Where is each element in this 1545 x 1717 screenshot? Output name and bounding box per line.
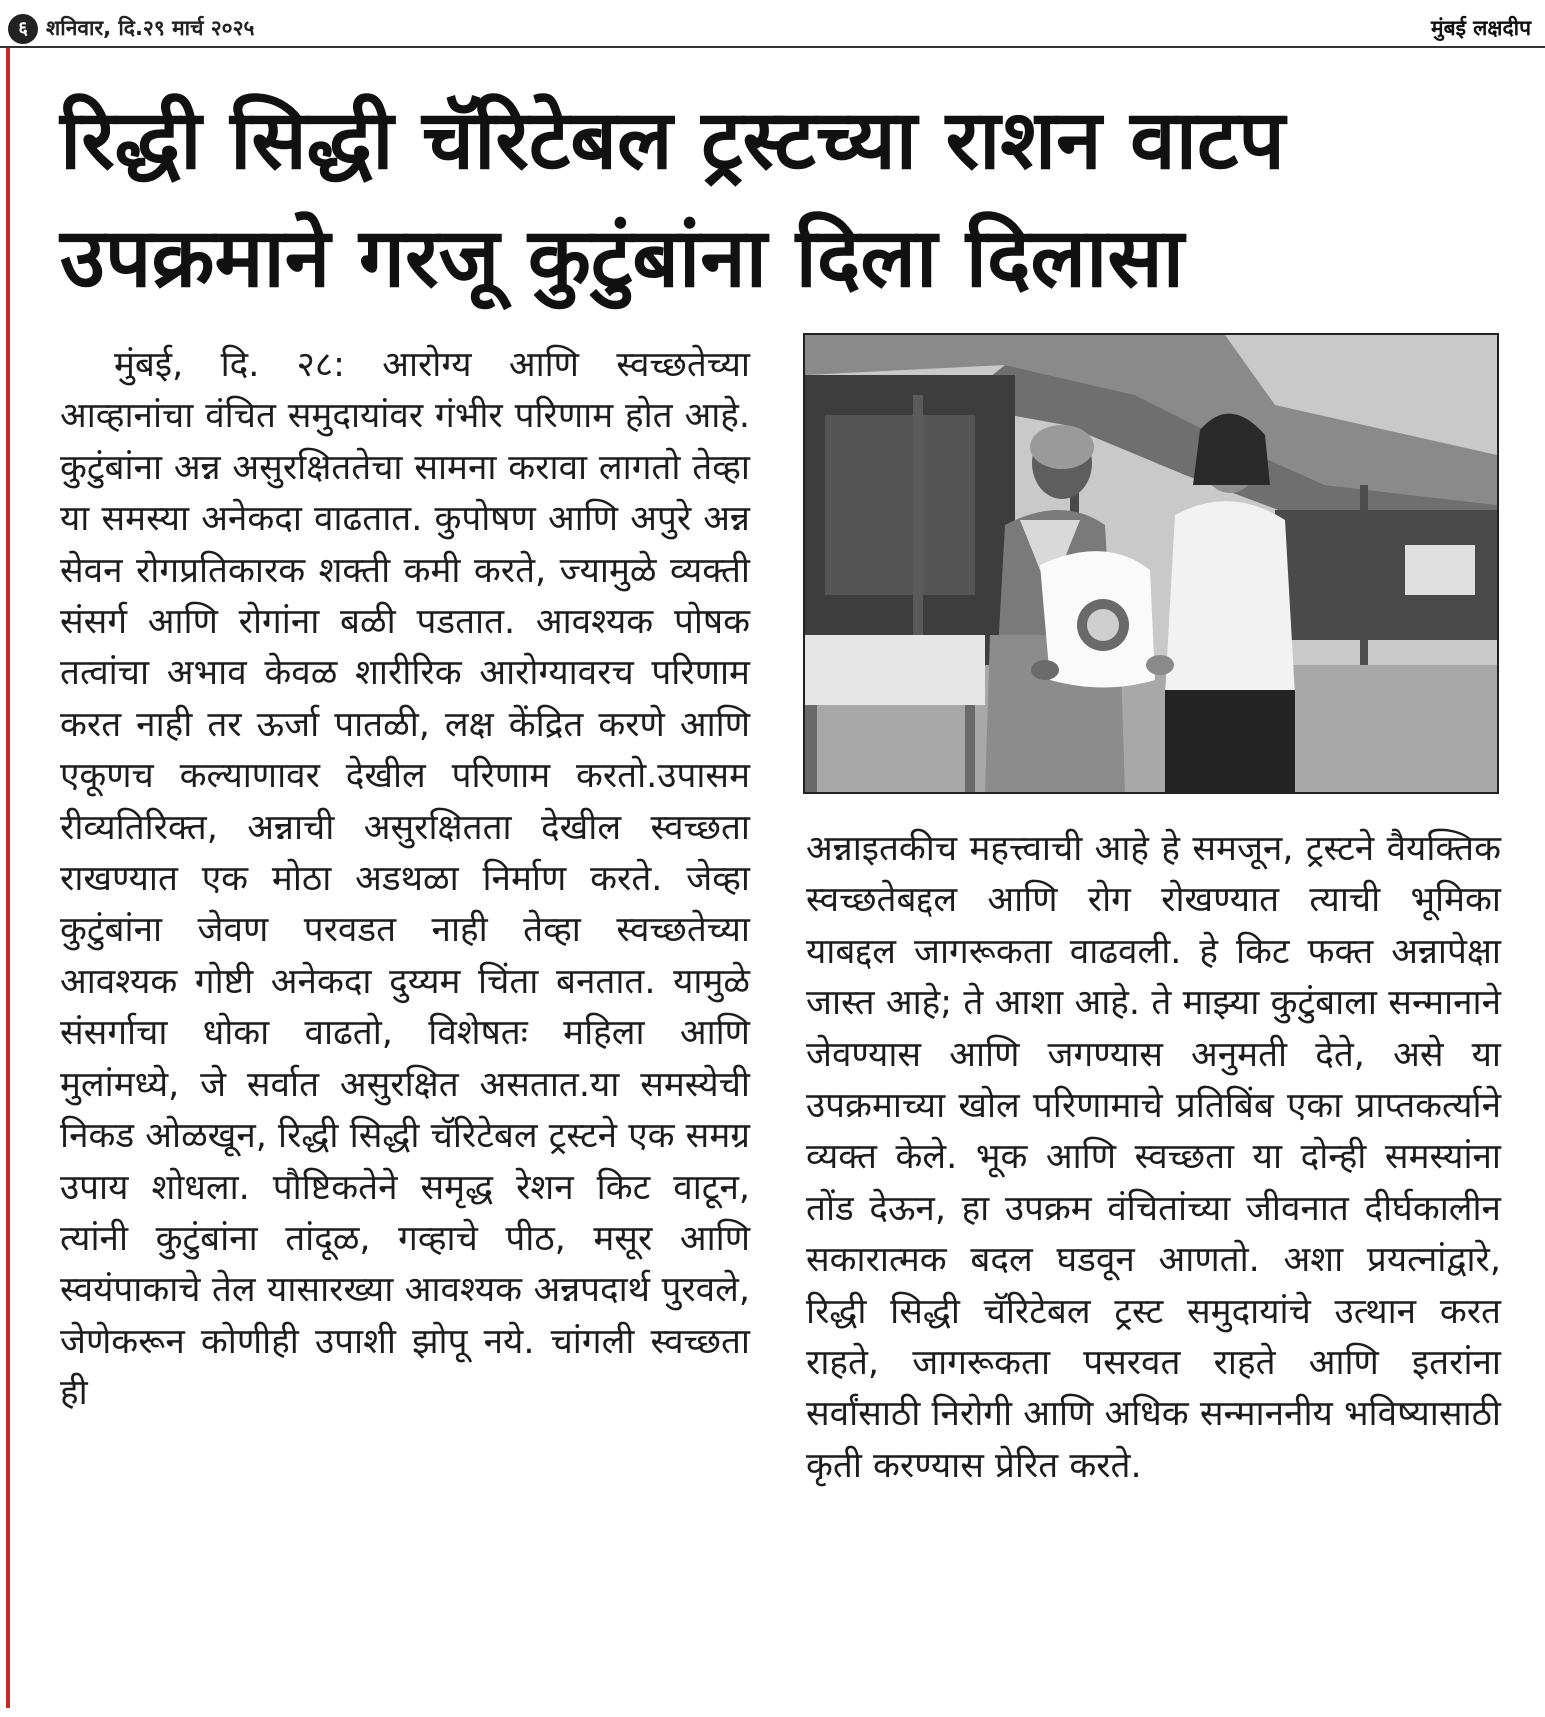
issue-date: शनिवार, दि.२९ मार्च २०२५: [46, 16, 255, 40]
page-header: [0, 0, 1545, 52]
newspaper-name: मुंबई लक्षदीप: [1431, 16, 1531, 40]
article-headline: [60, 82, 1500, 318]
article-photo: [803, 333, 1499, 794]
headline-line-1: रिद्धी सिद्धी चॅरिटेबल ट्रस्टच्या राशन वाटप: [60, 93, 1285, 188]
article-body-left-column: मुंबई, दि. २८: आरोग्य आणि स्वच्छतेच्या आव्हानांचा वंचित समुदायांवर गंभीर परिणाम होत आहे. कुटुंबांना अन्न असुरक्षिततेचा सामना करावा लागतो तेव्हा या समस्या अनेकदा वाढतात. कुपोषण आणि अपुरे अन्न सेवन रोगप्रतिकारक शक्ती कमी करते, ज्यामुळे व्यक्ती संसर्ग आणि रोगांना बळी पडतात. आवश्यक पोषक तत्वांचा अभाव केवळ शारीरिक आरोग्यावरच परिणाम करत नाही तर ऊर्जा पातळी, लक्ष केंद्रित करणे आणि एकूणच कल्याणावर देखील परिणाम करतो.उपासम रीव्यतिरिक्त, अन्नाची असुरक्षितता देखील स्वच्छता राखण्यात एक मोठा अडथळा निर्माण करते. जेव्हा कुटुंबांना जेवण परवडत नाही तेव्हा स्वच्छतेच्या आवश्यक गोष्टी अनेकदा दुय्यम चिंता बनतात. यामुळे संसर्गाचा धोका वाढतो, विशेषतः महिला आणि मुलांमध्ये, जे सर्वात असुरक्षित असतात.या समस्येची निकड ओळखून, रिद्धी सिद्धी चॅरिटेबल ट्रस्टने एक समग्र उपाय शोधला. पौष्टिकतेने समृद्ध रेशन किट वाटून, त्यांनी कुटुंबांना तांदूळ, गव्हाचे पीठ, मसूर आणि स्वयंपाकाचे तेल यासारख्या आवश्यक अन्नपदार्थ पुरवले, जेणेकरून कोणीही उपाशी झोपू नये. चांगली स्वच्छता ही: [60, 345, 750, 1414]
headline-line-2: उपक्रमाने गरजू कुटुंबांना दिला दिलासा: [60, 211, 1185, 306]
page-number-badge: ६: [8, 14, 38, 44]
accent-bar: [6, 48, 10, 1708]
header-divider: [0, 46, 1545, 48]
article-body-right-column: अन्नाइतकीच महत्त्वाची आहे हे समजून, ट्रस्टने वैयक्तिक स्वच्छतेबद्दल आणि रोग रोखण्यात त्याची भूमिका याबद्दल जागरूकता वाढवली. हे किट फक्त अन्नापेक्षा जास्त आहे; ते आशा आहे. ते माझ्या कुटुंबाला सन्मानाने जेवण्यास आणि जगण्यास अनुमती देते, असे या उपक्रमाच्या खोल परिणामाचे प्रतिबिंब एका प्राप्तकर्त्याने व्यक्त केले. भूक आणि स्वच्छता या दोन्ही समस्यांना तोंड देऊन, हा उपक्रम वंचितांच्या जीवनात दीर्घकालीन सकारात्मक बदल घडवून आणतो. अशा प्रयत्नांद्वारे, रिद्धी सिद्धी चॅरिटेबल ट्रस्ट समुदायांचे उत्थान करत राहते, जागरूकता पसरवत राहते आणि इतरांना सर्वांसाठी निरोगी आणि अधिक सन्माननीय भविष्यासाठी कृती करण्यास प्रेरित करते.: [806, 829, 1501, 1486]
